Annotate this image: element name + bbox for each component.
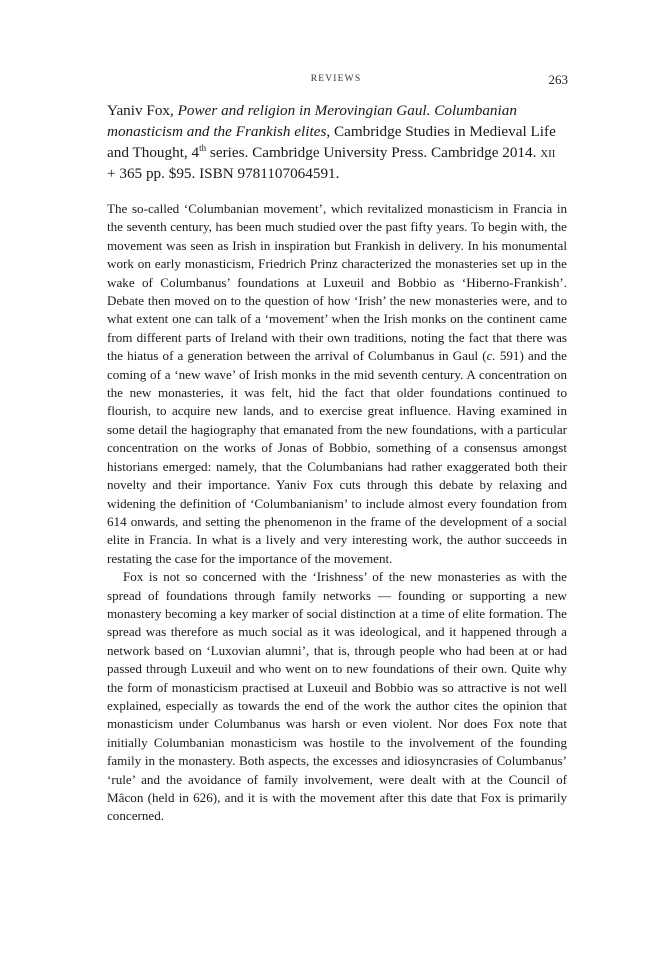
- circa-abbreviation: c.: [486, 348, 496, 364]
- paragraph-1-text-a: The so-called ‘Columbanian movement’, which revitalized monasticism in Francia in the seventh century, has been much studied over the past fifty years. To begin with, the movement was seen as Irish in inspiration but Frankish in delivery. In his monumental work on early monasticism, Friedrich Prinz characterized the monasteries set up in the wake of Columbanus’ foundations at Luxeuil and Bobbio as ‘Hiberno-Frankish’. Debate then moved on to the question of how ‘Irish’ the new monasteries were, and to what extent one can talk of a ‘movement’ when the Irish monks on the continent came from different parts of Ireland with their own traditions, noting the fact that there was the hiatus of a generation between the arrival of Columbanus in Gaul (: [107, 201, 567, 364]
- page-number: 263: [548, 72, 568, 87]
- citation-series: Cambridge Studies in Medieval Life and Thought, 4: [107, 123, 556, 161]
- citation-publisher: series. Cambridge University Press. Cambridge 2014.: [206, 144, 537, 161]
- paragraph-1-text-b: 591) and the coming of a ‘new wave’ of Irish monks in the mid seventh century. A concentration on the new monasteries, it was felt, hid the fact that older foundations continued to flourish, to acquire new lands, and to exercise great influence. Having examined in some detail the hagiography that emanated from the new foundations, with a particular concentration on the works of Jonas of Bobbio, something of a consensus amongst historians emerged: namely, that the Columbanians had rather exaggerated both their novelty and their importance. Yaniv Fox cuts through this debate by relaxing and widening the definition of ‘Columbanianism’ to include almost every foundation from 614 onwards, and setting the phenomenon in the frame of the development of a social elite in Francia. In what is a lively and very interesting work, the author succeeds in restating the case for the importance of the movement.: [107, 348, 567, 566]
- review-paragraph-1: [107, 200, 567, 568]
- review-paragraph-2: Fox is not so concerned with the ‘Irishness’ of the new monasteries as with the spread of foundations through family networks — founding or supporting a new monastery becoming a key marker of social distinction at a time of elite formation. The spread was therefore as much social as it was ideological, and it happened through a network based on ‘Luxovian alumni’, that is, through people who had been at or had passed through Luxeuil and who went on to new foundations of their own. Quite why the form of monasticism practised at Luxeuil and Bobbio was so attractive is not well explained, especially as towards the end of the work the author cites the opinion that monasticism under Columbanus was harsh or even violent. Nor does Fox note that initially Columbanian monasticism was hostile to the involvement of the founding family in the monastery. Both aspects, the excesses and idiosyncrasies of Columbanus’ ‘rule’ and the avoidance of family involvement, were dealt with at the Council of Mâcon (held in 626), and it is with the movement after this date that Fox is primarily concerned.: [107, 569, 567, 824]
- running-head: REVIEWS: [310, 74, 362, 84]
- citation-details: + 365 pp. $95. ISBN 9781107064591.: [107, 165, 340, 182]
- citation-title: Power and religion in Merovingian Gaul. Columbanian monasticism and the Frankish elites: [107, 102, 517, 140]
- citation-series-ordinal: th: [199, 142, 207, 153]
- citation-pages-roman: xii: [540, 144, 556, 161]
- review-body: [107, 200, 567, 826]
- citation-author: Yaniv Fox,: [107, 102, 174, 119]
- book-citation: Yaniv Fox, Power and religion in Merovingian Gaul. Columbanian monasticism and the Frankish elites, Cambridge Studies in Medieval Life and Thought, 4th series. Cambridge University Press. Cambridge 2014. xii + 365 pp. $95. ISBN 9781107064591.: [107, 102, 556, 182]
